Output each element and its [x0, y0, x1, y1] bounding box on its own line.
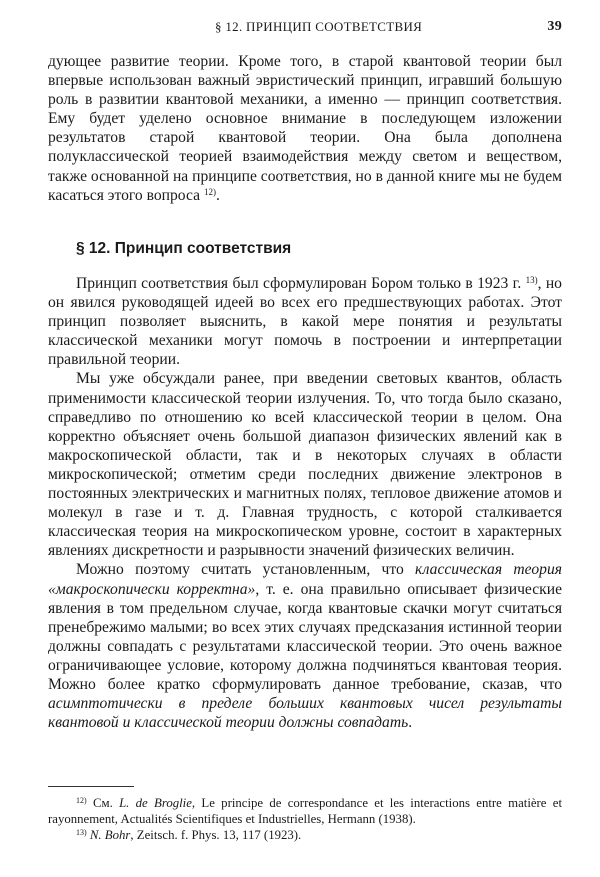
page-number: 39 [547, 19, 562, 34]
footnote-divider [48, 786, 134, 787]
footnote-text-rest: , Zeitsch. f. Phys. 13, 117 (1923). [130, 828, 302, 842]
footnote-text-rest: , Le principe de correspondance et les interactions entre matière et rayonnement, Actualités Scientifiques et Industrielles, Hermann (1938). [48, 796, 563, 826]
running-head-title: § 12. ПРИНЦИП СООТВЕТСТВИЯ [215, 19, 423, 34]
paragraph-3-text-end: . [408, 714, 413, 732]
paragraph-3-text: Можно поэтому считать установленным, что [76, 561, 416, 579]
paragraph-1-text: Принцип соответствия был сформулирован Бором только в 1923 г. [76, 275, 526, 292]
footnote-text: См. [86, 796, 120, 810]
footnote-ref-13: 13) [525, 275, 538, 285]
footnote-12 [48, 795, 562, 827]
intro-text-end: . [215, 186, 220, 204]
footnote-number: 12) [76, 796, 87, 805]
footnote-ref-12: 12) [203, 186, 216, 197]
paragraph-2: Мы уже обсуждали ранее, при введении световых квантов, область применимости классической теории излучения. То, что тогда было сказано, справедливо по отношению ко всей классической теории в целом. Она корректно объясняет очень большой диапазон физических явлений как в макроскопической области, так и в некоторых случаях в области микроскопической; отметим среди последних движение электронов в постоянных электрических и магнитных полях, тепловое движение атомов и молекул в газе и т. д. Главная трудность, с которой сталкивается классическая теория на микроскопическом уровне, состоит в характерных явлениях дискретности и разрывности значений физических величин. [48, 370, 562, 560]
footnote-author: L. de Broglie [119, 796, 192, 810]
paragraph-1-text-end: , но он явился руководящей идеей во всех его предшествующих работах. Этот принцип позволяет выяснить, в какой мере понятия и результаты классической механики могут помочь в построении и интерпретации правильной теории. [48, 275, 562, 369]
intro-text: дующее развитие теории. Кроме того, в старой квантовой теории был впервые использован важный эвристический принцип, игравший большую роль в развитии квантовой механики, а именно — принцип соответствия. Ему будет уделено основное внимание в последующем изложении результатов старой квантовой теории. Она была дополнена полуклассической теорией взаимодействия между светом и веществом, также основанной на принципе соответствия, но в данной книге мы не будем касаться этого вопроса [48, 53, 562, 204]
intro-paragraph-block [48, 52, 562, 205]
running-head [48, 16, 568, 38]
footnote-author: N. Bohr [89, 828, 131, 842]
footnote-13 [48, 827, 562, 843]
paragraph-3-text-mid: , т. е. она правильно описывает физические явления в том предельном случае, когда квантовые скачки могут считаться пренебрежимо малыми; во всех этих случаях предсказания истинной теории должны совпадать с результатами классической теории. Это очень важное ограничивающее условие, которому должна подчиняться квантовая теория. Можно более кратко сформулировать данное требование, сказав, что [48, 580, 563, 693]
paragraph-3 [48, 560, 562, 732]
footnote-number: 13) [76, 828, 87, 837]
intro-paragraph [48, 52, 562, 205]
section-heading: § 12. Принцип соответствия [76, 240, 292, 257]
paragraph-3-emphasis-2: асимптотически в пределе больших квантовых чисел результаты квантовой и классической теории должны совпадать [48, 695, 562, 732]
section-body [48, 274, 562, 732]
paragraph-1 [48, 274, 562, 369]
footnotes [48, 795, 562, 843]
paragraph-3-emphasis: классическая теория «макроскопически корректна» [48, 561, 562, 598]
